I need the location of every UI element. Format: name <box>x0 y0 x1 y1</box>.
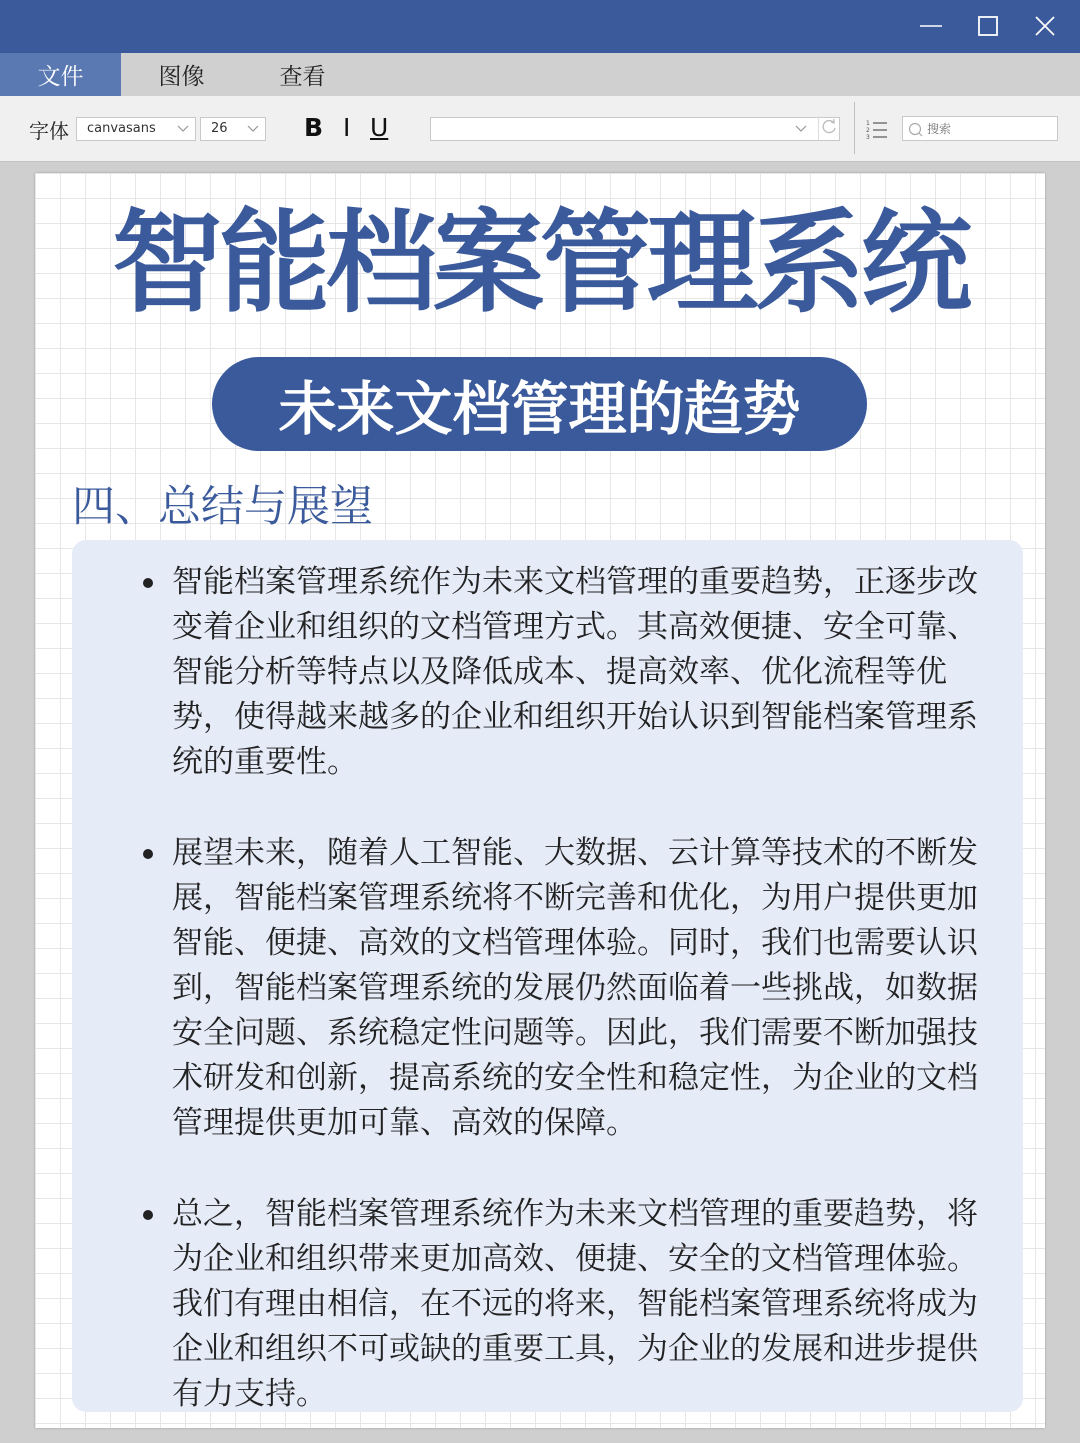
document-subtitle: 未来文档管理的趋势 <box>212 357 867 451</box>
title-bar <box>0 0 1080 53</box>
font-family-value: canvasans <box>87 121 156 136</box>
chevron-down-icon <box>795 122 807 134</box>
menu-item-view[interactable]: 查看 <box>279 64 326 90</box>
bold-button[interactable]: B <box>304 113 324 142</box>
chevron-down-icon <box>177 122 189 134</box>
svg-text:1: 1 <box>866 120 870 127</box>
section-heading: 四、总结与展望 <box>72 482 373 532</box>
search-box[interactable] <box>902 116 1058 141</box>
search-icon <box>908 122 923 137</box>
document-page <box>35 173 1045 1428</box>
list-item <box>172 1192 992 1417</box>
svg-text:2: 2 <box>866 127 870 134</box>
menu-bar <box>0 53 1080 96</box>
refresh-icon <box>819 116 839 138</box>
font-label: 字体 <box>29 119 69 143</box>
underline-button[interactable]: U <box>370 113 389 142</box>
minimize-icon <box>919 14 943 38</box>
font-family-select[interactable] <box>76 117 196 141</box>
style-select[interactable] <box>430 117 840 141</box>
bullet-text: 展望未来，随着人工智能、大数据、云计算等技术的不断发展，智能档案管理系统将不断完善和优化，为用户提供更加智能、便捷、高效的文档管理体验。同时，我们也需要认识到，智能档案管理系统的发展仍然面临着一些挑战，如数据安全问题、系统稳定性问题等。因此，我们需要不断加强技术研发和创新，提高系统的安全性和稳定性，为企业的文档管理提供更加可靠、高效的保障。 <box>172 835 978 1141</box>
bullet-dot <box>143 849 153 859</box>
maximize-button[interactable] <box>968 8 1008 44</box>
bullet-text: 智能档案管理系统作为未来文档管理的重要趋势，正逐步改变着企业和组织的文档管理方式。其高效便捷、安全可靠、智能分析等特点以及降低成本、提高效率、优化流程等优势，使得越来越多的企业和组织开始认识到智能档案管理系统的重要性。 <box>172 564 978 780</box>
close-button[interactable] <box>1025 8 1065 44</box>
chevron-down-icon <box>247 122 259 134</box>
list-item <box>172 560 992 785</box>
refresh-button[interactable] <box>818 116 840 140</box>
svg-text:3: 3 <box>866 134 870 140</box>
bullet-text: 总之，智能档案管理系统作为未来文档管理的重要趋势，将为企业和组织带来更加高效、便捷、安全的文档管理体验。我们有理由相信，在不远的将来，智能档案管理系统将成为企业和组织不可或缺的重要工具，为企业的发展和进步提供有力支持。 <box>172 1196 978 1412</box>
bullet-dot <box>143 1210 153 1220</box>
menu-item-image[interactable]: 图像 <box>158 64 205 90</box>
bullet-dot <box>143 578 153 588</box>
list-item <box>172 831 992 1146</box>
minimize-button[interactable] <box>911 8 951 44</box>
search-input[interactable] <box>927 119 1051 138</box>
close-icon <box>1034 15 1056 37</box>
content-box <box>72 540 1023 1412</box>
italic-button[interactable]: I <box>343 113 351 142</box>
font-size-select[interactable] <box>200 117 266 141</box>
toolbar-divider <box>854 102 855 154</box>
document-title: 智能档案管理系统 <box>111 199 968 328</box>
menu-item-file[interactable]: 文件 <box>0 53 121 96</box>
maximize-icon <box>977 15 999 37</box>
font-size-value: 26 <box>211 121 228 136</box>
numbered-list-icon[interactable] <box>866 118 888 140</box>
